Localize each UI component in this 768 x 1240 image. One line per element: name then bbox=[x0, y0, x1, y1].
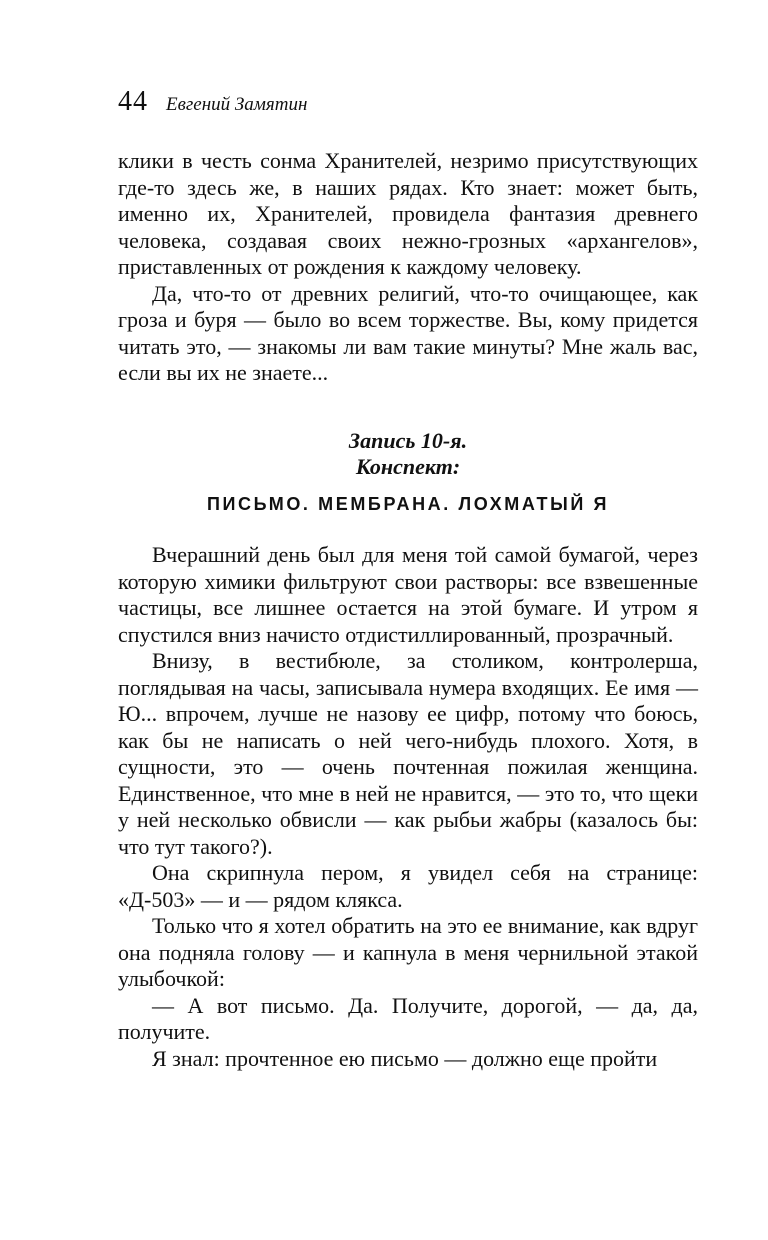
paragraph: Только что я хотел обратить на это ее внимание, как вдруг она подняла голову — и капнула в меня чернильной этакой улыбочкой: bbox=[118, 913, 698, 991]
running-head: Евгений Замятин bbox=[166, 94, 308, 115]
paragraph: — А вот письмо. Да. Получите, дорогой, — да, да, получите. bbox=[118, 992, 698, 1044]
paragraph: Я знал: прочтенное ею письмо — должно еще пройти bbox=[152, 1045, 658, 1071]
paragraph: Вчерашний день был для меня той самой бумагой, через которую химики фильтруют свои растворы: все взвешенные частицы, все лишнее остается на этой бумаге. И утром я спустился вниз начисто отдистиллированный, прозрачный. bbox=[118, 542, 698, 647]
body-text bbox=[118, 542, 698, 1072]
page-header bbox=[118, 86, 307, 118]
entry-record: Запись 10-я. bbox=[348, 428, 468, 453]
paragraph: Внизу, в вестибюле, за столиком, контролерша, поглядывая на часы, записывала нумера входящих. Ее имя — Ю... впрочем, лучше не назову ее цифр, потому что боюсь, как бы не написать о ней чего-нибудь плохого. Хотя, в сущности, это — очень почтенная пожилая женщина. Единственное, что мне в ней не нравится, — это то, что щеки у ней несколько обвисли — как рыбьи жабры (казалось бы: что тут такого?). bbox=[118, 648, 698, 859]
paragraph: Да, что-то от древних религий, что-то очищающее, как гроза и буря — было во всем торжестве. Вы, кому придется читать это, — знакомы ли вам такие минуты? Мне жаль вас, если вы их не знаете... bbox=[118, 280, 698, 385]
paragraph: Она скрипнула пером, я увидел себя на странице: «Д-503» — и — рядом клякса. bbox=[118, 860, 698, 912]
intro-text bbox=[118, 148, 698, 387]
chapter-title: ПИСЬМО. МЕМБРАНА. ЛОХМАТЫЙ Я bbox=[206, 494, 610, 514]
page-number: 44 bbox=[118, 86, 148, 117]
paragraph: клики в честь сонма Хранителей, незримо присутствующих где-то здесь же, в наших рядах. Кто знает: может быть, именно их, Хранителей, провидела фантазия древнего человека, создавая своих нежно-грозных «архангелов», приставленных от рождения к каждому человеку. bbox=[118, 148, 698, 279]
entry-heading bbox=[118, 428, 698, 480]
entry-summary-label: Конспект: bbox=[355, 454, 461, 479]
